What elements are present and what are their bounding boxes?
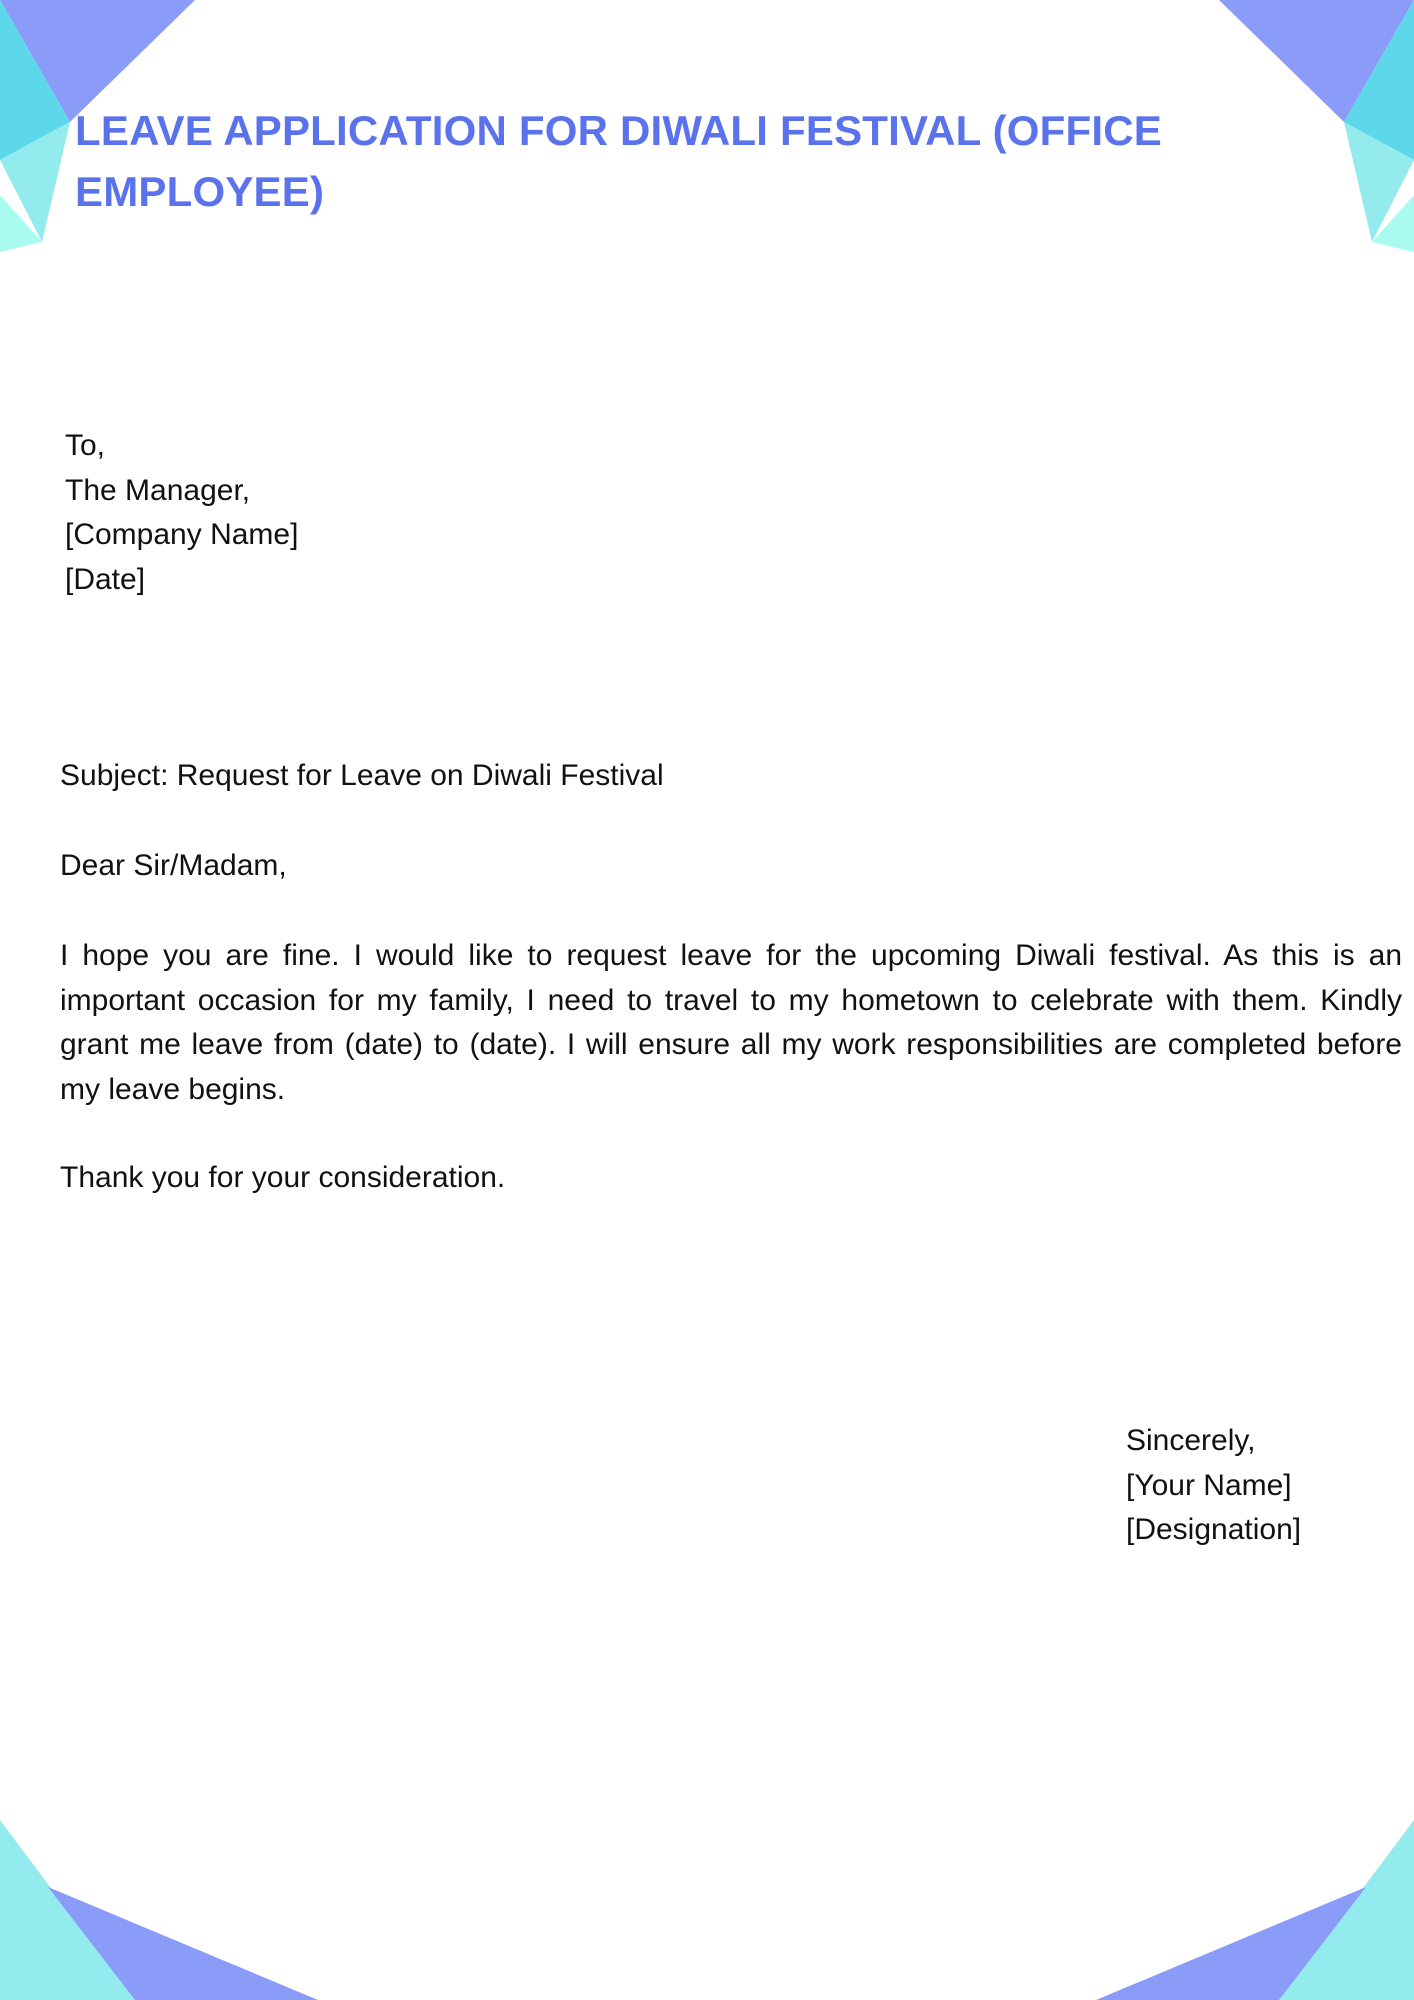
bottom-left-corner-decoration: [0, 1820, 330, 2000]
closing-sincerely: Sincerely,: [1126, 1424, 1256, 1457]
bottom-right-corner-decoration: [1084, 1820, 1414, 2000]
thanks-line: Thank you for your consideration.: [60, 1161, 506, 1194]
body-paragraph: I hope you are fine. I would like to request leave for the upcoming Diwali festival. As this is an important occasion for my family, I need to travel to my hometown to celebrate with them. Kindly grant me leave from (date) to (date). I will ensure all my work responsibilities are completed before my leave begins.: [60, 939, 1402, 1106]
recipient-company: [Company Name]: [65, 518, 299, 551]
subject-line: Subject: Request for Leave on Diwali Festival: [60, 759, 664, 792]
recipient-to: To,: [65, 429, 106, 462]
document-title: LEAVE APPLICATION FOR DIWALI FESTIVAL (OFFICE EMPLOYEE): [75, 107, 1162, 215]
closing-your-name: [Your Name]: [1126, 1468, 1292, 1502]
recipient-block: [65, 424, 298, 602]
closing-block: [1126, 1419, 1301, 1553]
closing-designation: [Designation]: [1126, 1513, 1302, 1546]
salutation: Dear Sir/Madam,: [60, 849, 287, 882]
recipient-name: The Manager,: [65, 473, 251, 507]
recipient-date: [Date]: [65, 562, 146, 596]
